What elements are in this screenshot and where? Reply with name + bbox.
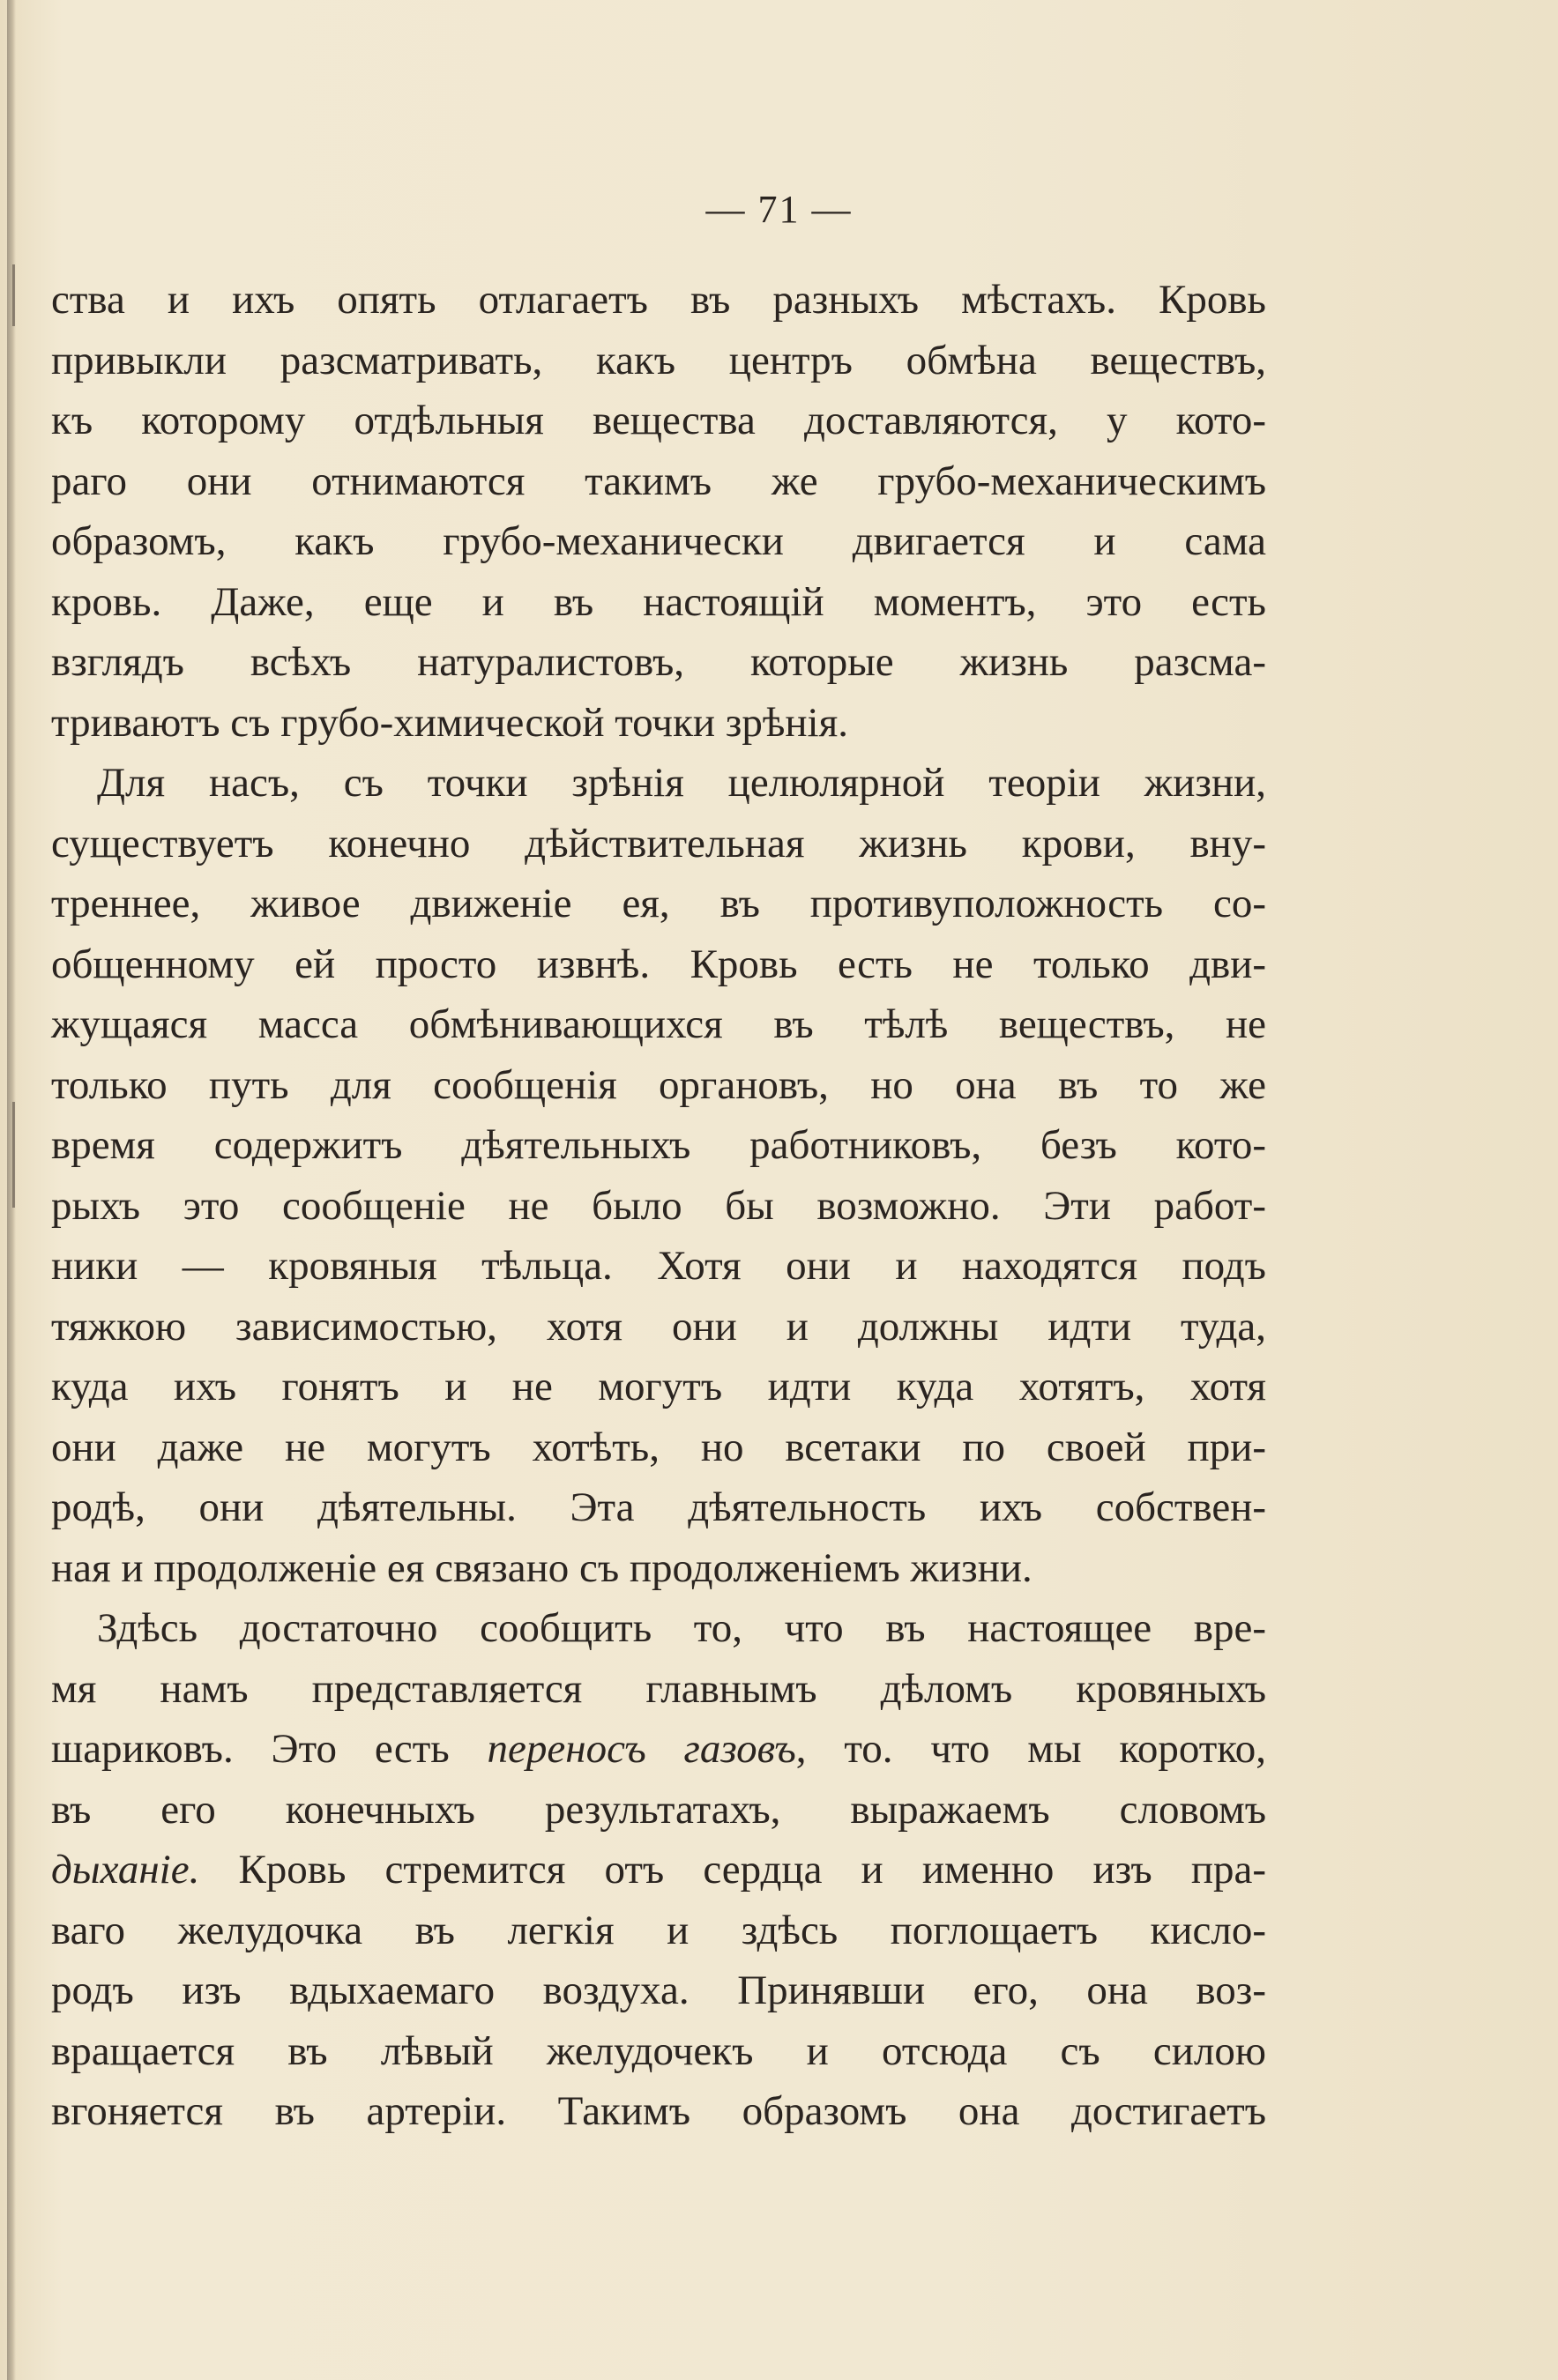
text-segment: Кровь стремится отъ сердца и именно изъ пра- (199, 1847, 1266, 1893)
text-line: ная и продолженіе ея связано съ продолженіемъ жизни. (51, 1544, 1032, 1591)
text-line: триваютъ съ грубо-химической точки зрѣнія. (51, 699, 848, 746)
text-line: Здѣсь достаточно сообщить то, что въ настоящее вре- (97, 1605, 1266, 1651)
text-line: рыхъ это сообщеніе не было бы возможно. Эти работ- (51, 1182, 1266, 1229)
italic-term: переносъ газовъ (487, 1726, 796, 1772)
margin-mark (12, 264, 15, 326)
text-line: ства и ихъ опять отлагаетъ въ разныхъ мѣстахъ. Кровь (51, 277, 1266, 323)
text-line: вращается въ лѣвый желудочекъ и отсюда съ силою (51, 2027, 1266, 2074)
text-line: привыкли разсматривать, какъ центръ обмѣна веществъ, (51, 337, 1266, 383)
text-line: только путь для сообщенія органовъ, но она въ то же (51, 1061, 1266, 1108)
italic-term: дыханіе. (51, 1847, 200, 1893)
text-line: вгоняется въ артеріи. Такимъ образомъ она достигаетъ (51, 2088, 1266, 2134)
text-line: родъ изъ вдыхаемаго воздуха. Принявши его, она воз- (51, 1967, 1266, 2013)
text-line: взглядъ всѣхъ натуралистовъ, которые жизнь разсма- (51, 639, 1266, 685)
text-line: треннее, живое движеніе ея, въ противуположность со- (51, 881, 1266, 926)
text-line: родѣ, они дѣятельны. Эта дѣятельность ихъ собствен- (51, 1484, 1266, 1530)
text-line: Для насъ, съ точки зрѣнія целюлярной теоріи жизни, (97, 760, 1266, 806)
text-line: въ его конечныхъ результатахъ, выражаемъ словомъ (51, 1786, 1266, 1833)
text-segment: , то. что мы коротко, (795, 1726, 1266, 1772)
text-line: жущаяся масса обмѣнивающихся въ тѣлѣ веществъ, не (51, 1001, 1266, 1047)
body-text (51, 270, 1266, 2142)
text-line: ваго желудочка въ легкія и здѣсь поглощаетъ кисло- (51, 1907, 1266, 1953)
text-line-mixed (51, 1840, 1266, 1900)
text-line: мя намъ представляется главнымъ дѣломъ кровяныхъ (51, 1665, 1266, 1712)
text-line: куда ихъ гонятъ и не могутъ идти куда хотятъ, хотя (51, 1364, 1266, 1409)
text-line-mixed (51, 1719, 1266, 1780)
page-number: — 71 — (705, 188, 853, 231)
text-line: къ которому отдѣльныя вещества доставляются, у кото- (51, 398, 1266, 443)
text-segment: шариковъ. Это есть (51, 1726, 488, 1772)
text-line: время содержитъ дѣятельныхъ работниковъ, безъ кото- (51, 1122, 1266, 1168)
text-line: ники — кровяныя тѣльца. Хотя они и находятся подъ (51, 1243, 1266, 1289)
text-line: общенному ей просто извнѣ. Кровь есть не только дви- (51, 941, 1266, 987)
text-line: они даже не могутъ хотѣть, но всетаки по своей при- (51, 1424, 1266, 1470)
text-line: образомъ, какъ грубо-механически двигается и сама (51, 518, 1266, 564)
text-line: раго они отнимаются такимъ же грубо-механическимъ (51, 457, 1266, 504)
text-line: тяжкою зависимостью, хотя они и должны идти туда, (51, 1303, 1266, 1350)
margin-mark (12, 1102, 15, 1208)
text-line: кровь. Даже, еще и въ настоящій моментъ, это есть (51, 578, 1266, 625)
text-line: существуетъ конечно дѣйствительная жизнь крови, вну- (51, 820, 1266, 866)
